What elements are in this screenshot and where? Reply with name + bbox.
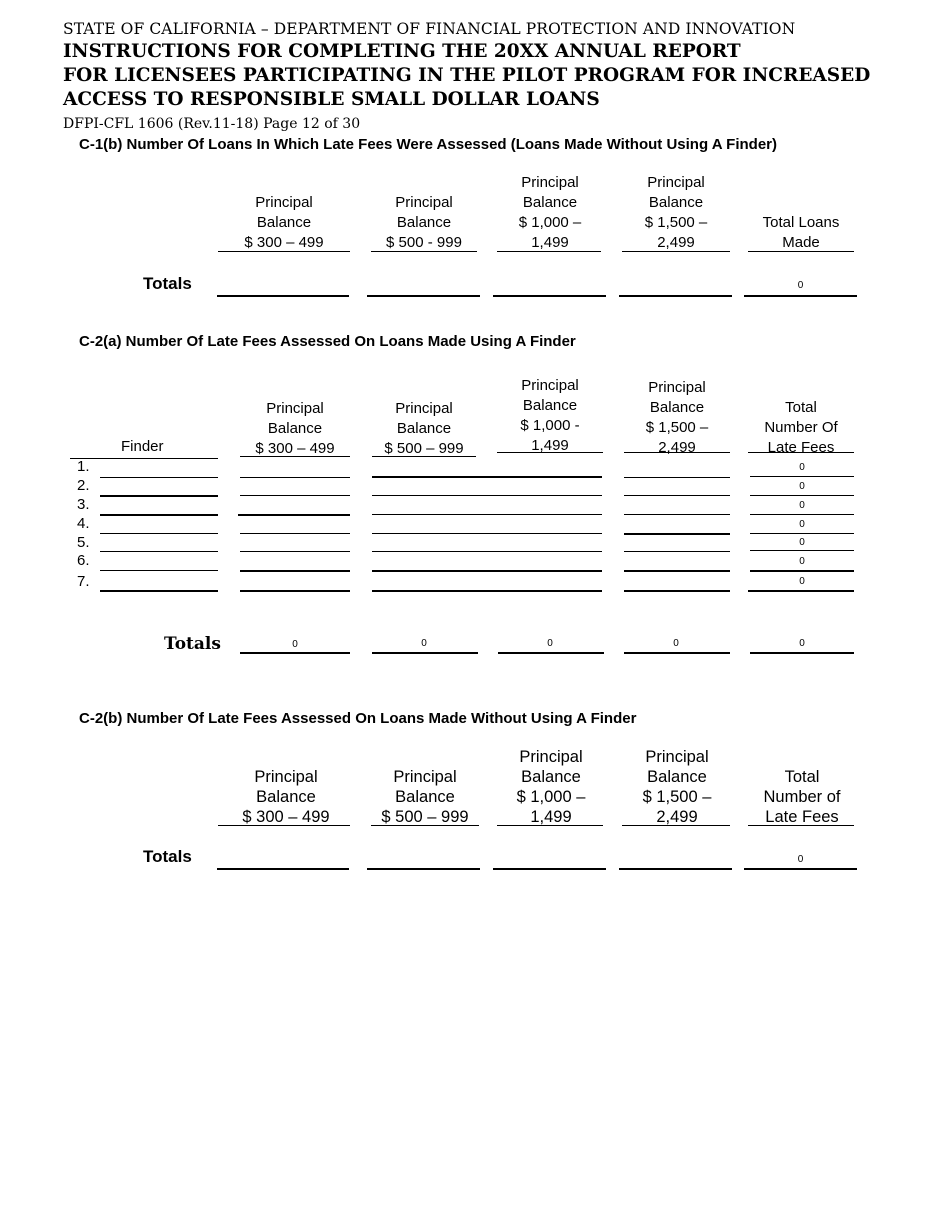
cell-field[interactable] [372,514,602,515]
c1b-total-field[interactable] [217,295,349,297]
c1b-col-header: Principal Balance $ 1,000 – 1,499 [518,174,582,251]
row-total-value: 0 [799,556,805,567]
header-underline [624,452,730,453]
cell-field[interactable] [624,514,730,515]
row-total-field[interactable] [750,533,854,534]
cell-field[interactable] [240,477,350,478]
cell-field[interactable] [624,590,730,592]
c2b-total-field[interactable] [744,868,857,870]
c2a-total-value: 0 [292,639,298,650]
finder-name-field[interactable] [100,551,218,552]
report-title-line-1: INSTRUCTIONS FOR COMPLETING THE 20XX ANNUAL REPORT [63,41,741,62]
row-number: 3. [77,496,90,513]
row-total-value: 0 [799,500,805,511]
row-number: 4. [77,515,90,532]
c2a-total-value: 0 [673,638,679,649]
c1b-total-field[interactable] [493,295,606,297]
c2a-col-header: Principal Balance $ 1,500 – 2,499 [645,379,709,456]
cell-field[interactable] [624,551,730,552]
finder-name-field[interactable] [100,590,218,592]
row-total-field[interactable] [750,550,854,551]
agency-line: STATE OF CALIFORNIA – DEPARTMENT OF FINANCIAL PROTECTION AND INNOVATION [63,20,796,38]
header-underline [497,825,603,826]
c2a-totals-label: Totals [164,634,221,654]
c2a-col-header: Total Number Of Late Fees [764,399,838,456]
c2b-total-field[interactable] [367,868,480,870]
c2a-col-header: Principal Balance $ 500 – 999 [384,400,464,457]
cell-field[interactable] [240,590,350,592]
c2a-col-header: Principal Balance $ 1,000 - 1,499 [520,377,580,454]
row-total-field[interactable] [750,495,854,496]
row-number: 2. [77,477,90,494]
c2a-total-field[interactable] [372,652,478,654]
header-underline [748,251,854,252]
c2a-col-header: Principal Balance $ 300 – 499 [255,400,335,457]
report-title-line-3: ACCESS TO RESPONSIBLE SMALL DOLLAR LOANS [63,89,600,110]
header-underline [371,825,479,826]
c1b-total-loans-value: 0 [797,280,804,291]
c2a-total-value: 0 [421,638,427,649]
cell-field[interactable] [372,533,602,534]
row-total-value: 0 [799,576,805,587]
c2b-col-header: Principal Balance $ 500 – 999 [381,768,469,826]
c2b-total-field[interactable] [619,868,732,870]
header-underline [70,458,218,459]
cell-field[interactable] [624,477,730,478]
finder-header: Finder [121,438,164,455]
c1b-col-header: Principal Balance $ 300 – 499 [244,194,324,251]
row-total-value: 0 [799,462,805,473]
finder-name-field[interactable] [100,533,218,534]
cell-field[interactable] [372,551,602,552]
cell-field[interactable] [240,533,350,534]
section-c2a-title: C-2(a) Number Of Late Fees Assessed On Loans Made Using A Finder [79,333,576,350]
c2a-total-value: 0 [547,638,553,649]
row-number: 7. [77,573,90,590]
report-title-line-2: FOR LICENSEES PARTICIPATING IN THE PILOT PROGRAM FOR INCREASED [63,65,871,86]
header-underline [497,251,601,252]
header-underline [240,456,350,457]
c2a-total-field[interactable] [498,652,604,654]
c1b-col-header: Principal Balance $ 500 - 999 [386,194,462,251]
c2a-total-field[interactable] [240,652,350,654]
row-total-field[interactable] [750,476,854,477]
c2b-col-header: Total Number of Late Fees [763,768,841,826]
header-underline [622,825,730,826]
cell-field[interactable] [372,570,602,572]
row-number: 5. [77,534,90,551]
cell-field[interactable] [372,590,602,592]
cell-field[interactable] [372,495,602,496]
header-underline [218,251,350,252]
c1b-col-header: Total Loans Made [762,214,840,251]
c2a-total-field[interactable] [750,652,854,654]
cell-field[interactable] [240,495,350,496]
c1b-totals-label: Totals [143,274,192,293]
header-underline [622,251,730,252]
finder-name-field[interactable] [100,477,218,478]
header-underline [748,452,854,453]
cell-field[interactable] [372,476,602,478]
row-total-value: 0 [799,537,805,548]
c1b-col-header: Principal Balance $ 1,500 – 2,499 [644,174,708,251]
header-underline [371,251,477,252]
c1b-total-field[interactable] [367,295,480,297]
c2b-total-field[interactable] [493,868,606,870]
c1b-total-field[interactable] [619,295,732,297]
cell-field[interactable] [240,570,350,572]
header-underline [497,452,603,453]
cell-field[interactable] [240,551,350,552]
c2a-total-field[interactable] [624,652,730,654]
header-underline [748,825,854,826]
c2b-total-field[interactable] [217,868,349,870]
row-total-value: 0 [799,519,805,530]
section-c2b-title: C-2(b) Number Of Late Fees Assessed On Loans Made Without Using A Finder [79,710,637,727]
row-total-field[interactable] [750,570,854,572]
c1b-total-field[interactable] [744,295,857,297]
c2a-total-value: 0 [799,638,805,649]
form-id: DFPI-CFL 1606 (Rev.11-18) Page 12 of 30 [63,116,361,132]
section-c1b-title: C-1(b) Number Of Loans In Which Late Fees Were Assessed (Loans Made Without Using A Finder) [79,136,777,153]
cell-field[interactable] [624,570,730,572]
row-total-field[interactable] [750,514,854,515]
cell-field[interactable] [624,533,730,535]
row-total-field[interactable] [748,590,854,592]
c2b-totals-label: Totals [143,847,192,866]
c2b-col-header: Principal Balance $ 1,000 – 1,499 [516,748,586,826]
cell-field[interactable] [624,495,730,496]
row-total-value: 0 [799,481,805,492]
cell-field[interactable] [238,514,350,516]
header-underline [218,825,350,826]
finder-name-field[interactable] [100,570,218,571]
finder-name-field[interactable] [100,495,218,497]
row-number: 1. [77,458,90,475]
c2b-total-late-fees-value: 0 [797,854,804,865]
header-underline [372,456,476,457]
c2b-col-header: Principal Balance $ 1,500 – 2,499 [642,748,712,826]
finder-name-field[interactable] [100,514,218,516]
c2b-col-header: Principal Balance $ 300 – 499 [242,768,330,826]
row-number: 6. [77,552,90,569]
